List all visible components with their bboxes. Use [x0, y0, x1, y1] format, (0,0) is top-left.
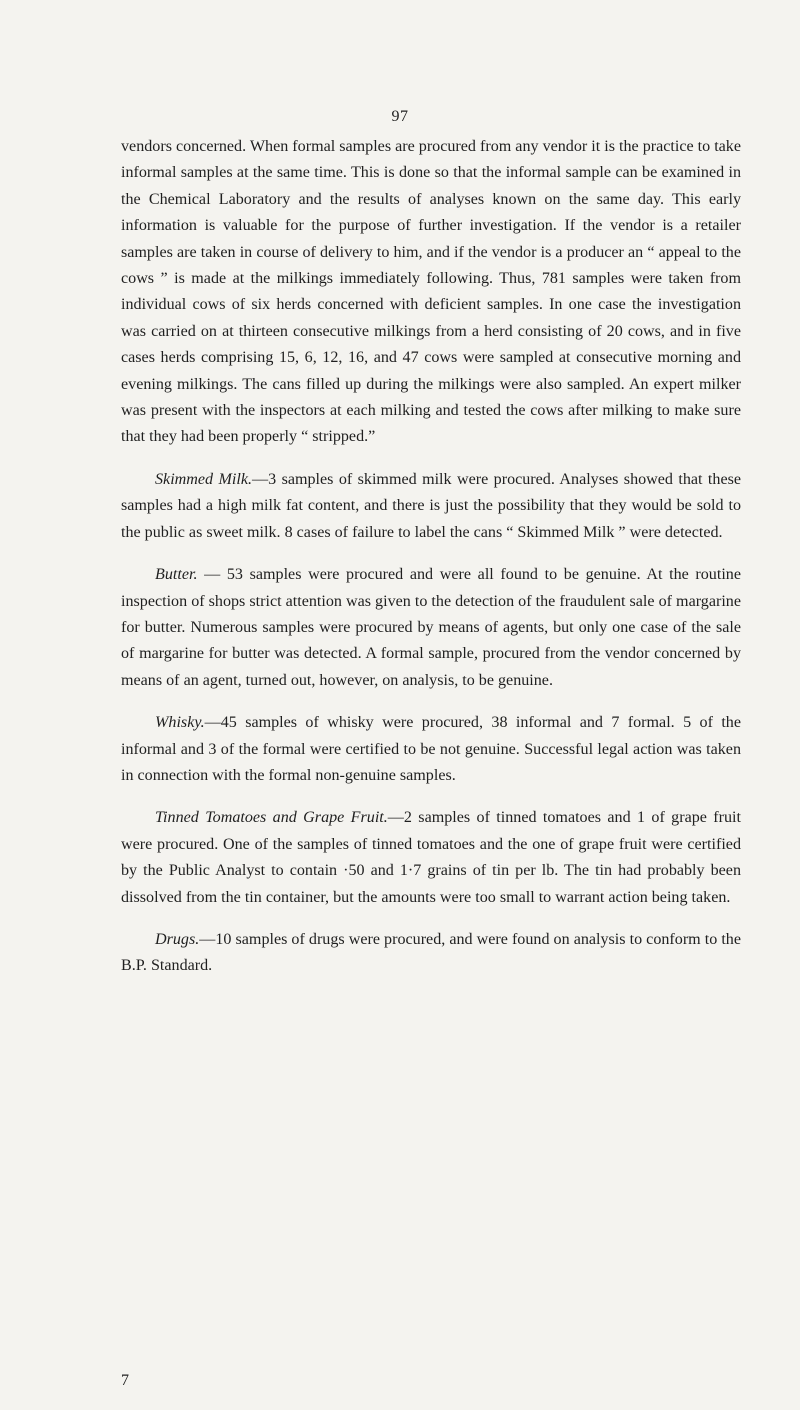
paragraph-text: —45 samples of whisky were procured, 38 informal and 7 formal. 5 of the informal and 3 of the formal were certified to be not genuine. Successful legal action was taken in connection with the formal non-genuine samples.	[121, 714, 741, 784]
paragraph-text: —3 samples of skimmed milk were procured. Analyses showed that these samples had a high milk fat content, and there is just the possibility that they would be sold to the public as sweet milk. 8 cases of failure to label the cans “ Skimmed Milk ” were detected.	[121, 470, 741, 541]
signature-mark: 7	[121, 1372, 129, 1389]
page-number: 97	[391, 108, 409, 125]
paragraph-drugs	[121, 927, 741, 980]
paragraph-whisky	[121, 710, 741, 789]
paragraph-butter	[121, 562, 741, 694]
paragraph-tinned-tomatoes	[121, 805, 741, 911]
body-text	[121, 134, 741, 996]
section-heading: Skimmed Milk.	[155, 470, 253, 488]
paragraph-text: vendors concerned. When formal samples are procured from any vendor it is the practice to take informal samples at the same time. This is done so that the informal sample can be examined in the Chemical Laboratory and the results of analyses known on the same day. This early information is valuable for the purpose of further investigation. If the vendor is a retailer samples are taken in course of delivery to him, and if the vendor is a producer an “ appeal to the cows ” is made at the milkings immediately following. Thus, 781 samples were taken from individual cows of six herds concerned with deficient samples. In one case the investigation was carried on at thirteen consecutive milkings from a herd consisting of 20 cows, and in five cases herds comprising 15, 6, 12, 16, and 47 cows were sampled at consecutive morning and evening milkings. The cans filled up during the milkings were also sampled. An expert milker was present with the inspectors at each milking and tested the cows after milking to make sure that they had been properly “ stripped.”	[121, 138, 741, 446]
section-heading: Whisky.	[155, 714, 205, 732]
section-heading: Tinned Tomatoes and Grape Fruit.	[155, 809, 388, 827]
paragraph-continuation	[121, 134, 741, 451]
paragraph-skimmed-milk	[121, 467, 741, 546]
section-heading: Drugs.	[155, 930, 200, 948]
paragraph-text: —10 samples of drugs were procured, and were found on analysis to conform to the B.P. Standard.	[121, 930, 741, 975]
paragraph-text: — 53 samples were procured and were all found to be genuine. At the routine inspection of shops strict attention was given to the detection of the fraudulent sale of margarine for butter. Numerous samples were procured by means of agents, but only one case of the sale of margarine for butter was detected. A formal sample, procured from the vendor concerned by means of an agent, turned out, however, on analysis, to be genuine.	[121, 566, 741, 689]
section-heading: Butter.	[155, 566, 198, 584]
paragraph-text: —2 samples of tinned tomatoes and 1 of grape fruit were procured. One of the samples of tinned tomatoes and the one of grape fruit were certified by the Public Analyst to contain ·50 and 1·7 grains of tin per lb. The tin had probably been dissolved from the tin container, but the amounts were too small to warrant action being taken.	[121, 809, 741, 906]
